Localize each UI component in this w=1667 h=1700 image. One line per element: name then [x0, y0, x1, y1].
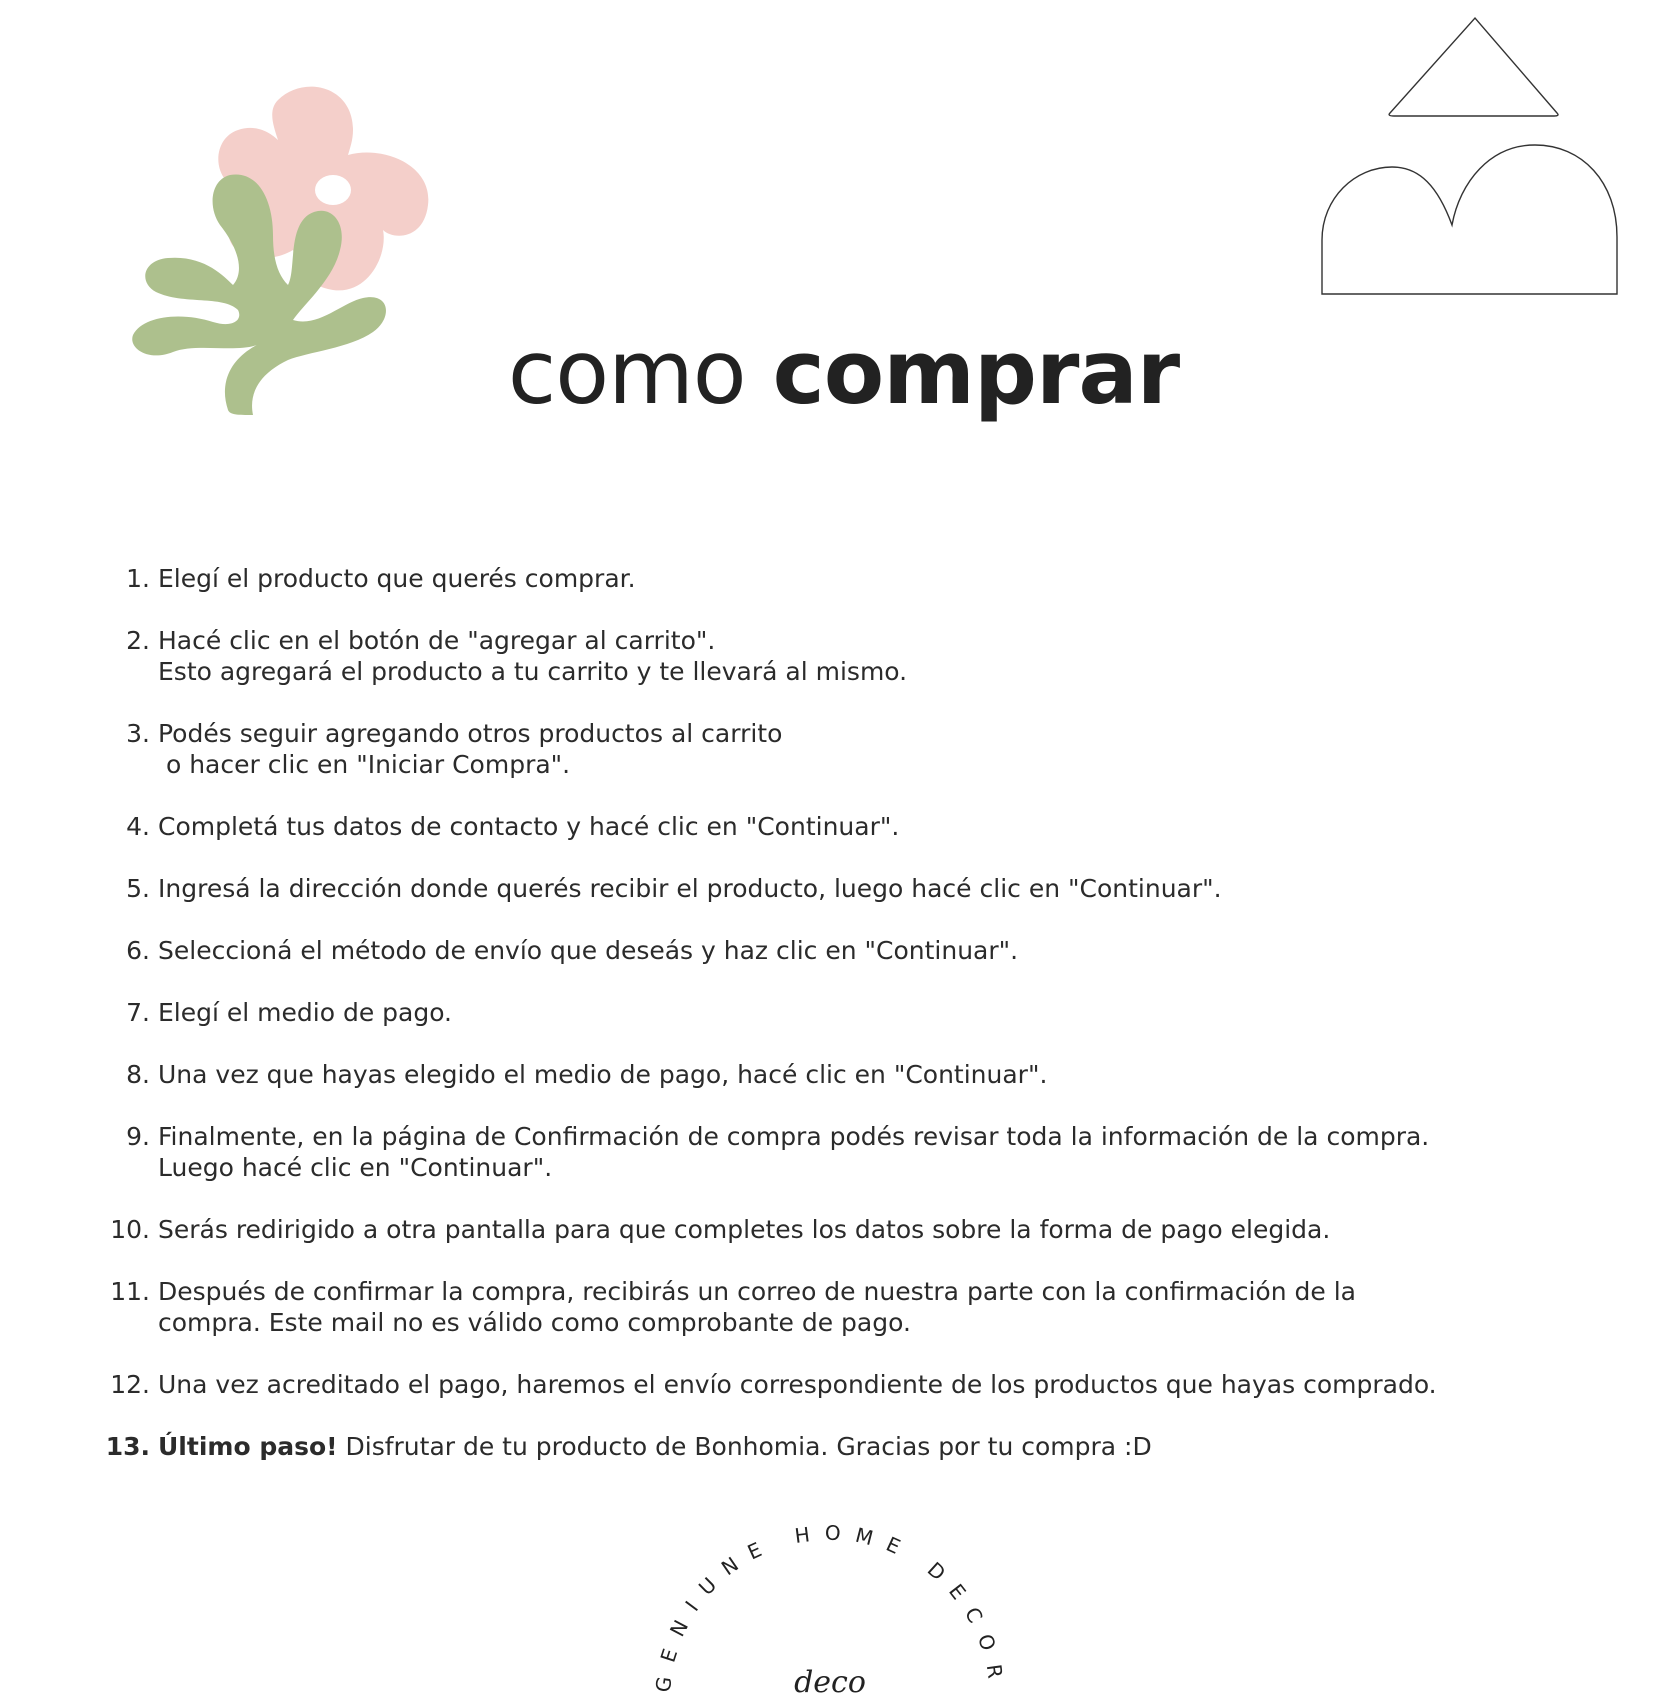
step-number: 2. — [126, 626, 150, 655]
page-title — [0, 318, 1667, 428]
arches-icon — [1322, 145, 1617, 294]
logo-script-text: deco — [794, 1665, 866, 1700]
step-text: o hacer clic en "Iniciar Compra". — [158, 750, 571, 779]
step-number: 3. — [126, 719, 150, 748]
list-item — [100, 1121, 1600, 1183]
step-number: 9. — [126, 1122, 150, 1151]
list-item — [100, 1214, 1600, 1245]
title-bold: comprar — [772, 321, 1180, 424]
list-item — [100, 563, 1600, 594]
title-light: como — [507, 321, 746, 424]
list-item — [100, 1059, 1600, 1090]
list-item — [100, 625, 1600, 687]
step-number: 11. — [110, 1277, 150, 1306]
step-text: Completá tus datos de contacto y hacé clic en "Continuar". — [158, 812, 900, 841]
triangle-icon — [1389, 18, 1558, 116]
list-item — [100, 873, 1600, 904]
step-number: 4. — [126, 812, 150, 841]
logo-arc-text: GENIUNE HOME DECOR — [650, 1520, 1010, 1694]
step-text: Esto agregará el producto a tu carrito y te llevará al mismo. — [158, 657, 908, 686]
list-item — [100, 997, 1600, 1028]
step-text: compra. Este mail no es válido como comprobante de pago. — [158, 1308, 911, 1337]
step-text: Podés seguir agregando otros productos al carrito — [158, 719, 783, 748]
step-number: 1. — [126, 564, 150, 593]
step-text: Elegí el producto que querés comprar. — [158, 564, 636, 593]
step-text: Una vez acreditado el pago, haremos el envío correspondiente de los productos que hayas comprado. — [158, 1370, 1437, 1399]
brand-logo — [620, 1520, 1040, 1700]
list-item — [100, 718, 1600, 780]
list-item-final — [100, 1431, 1600, 1462]
outline-shapes — [1310, 12, 1650, 302]
step-text: Una vez que hayas elegido el medio de pago, hacé clic en "Continuar". — [158, 1060, 1048, 1089]
step-number: 10. — [110, 1215, 150, 1244]
step-text: Ingresá la dirección donde querés recibir el producto, luego hacé clic en "Continuar". — [158, 874, 1222, 903]
step-number: 8. — [126, 1060, 150, 1089]
step-number: 6. — [126, 936, 150, 965]
step-text: Serás redirigido a otra pantalla para que completes los datos sobre la forma de pago elegida. — [158, 1215, 1331, 1244]
step-text: Elegí el medio de pago. — [158, 998, 453, 1027]
list-item — [100, 1276, 1600, 1338]
steps-list — [100, 563, 1600, 1493]
step-text: Seleccioná el método de envío que deseás y haz clic en "Continuar". — [158, 936, 1019, 965]
step-text: Finalmente, en la página de Confirmación de compra podés revisar toda la información de la compra. — [158, 1122, 1430, 1151]
list-item — [100, 935, 1600, 966]
step-text: Hacé clic en el botón de "agregar al carrito". — [158, 626, 716, 655]
step-number: 7. — [126, 998, 150, 1027]
final-step-lead: Último paso! — [158, 1432, 338, 1461]
step-text: Después de confirmar la compra, recibirás un correo de nuestra parte con la confirmación de la — [158, 1277, 1356, 1306]
step-text: Luego hacé clic en "Continuar". — [158, 1153, 553, 1182]
list-item — [100, 1369, 1600, 1400]
final-step-text: Disfrutar de tu producto de Bonhomia. Gracias por tu compra :D — [337, 1432, 1152, 1461]
step-number: 12. — [110, 1370, 150, 1399]
list-item — [100, 811, 1600, 842]
step-number: 5. — [126, 874, 150, 903]
step-number: 13. — [105, 1432, 150, 1461]
